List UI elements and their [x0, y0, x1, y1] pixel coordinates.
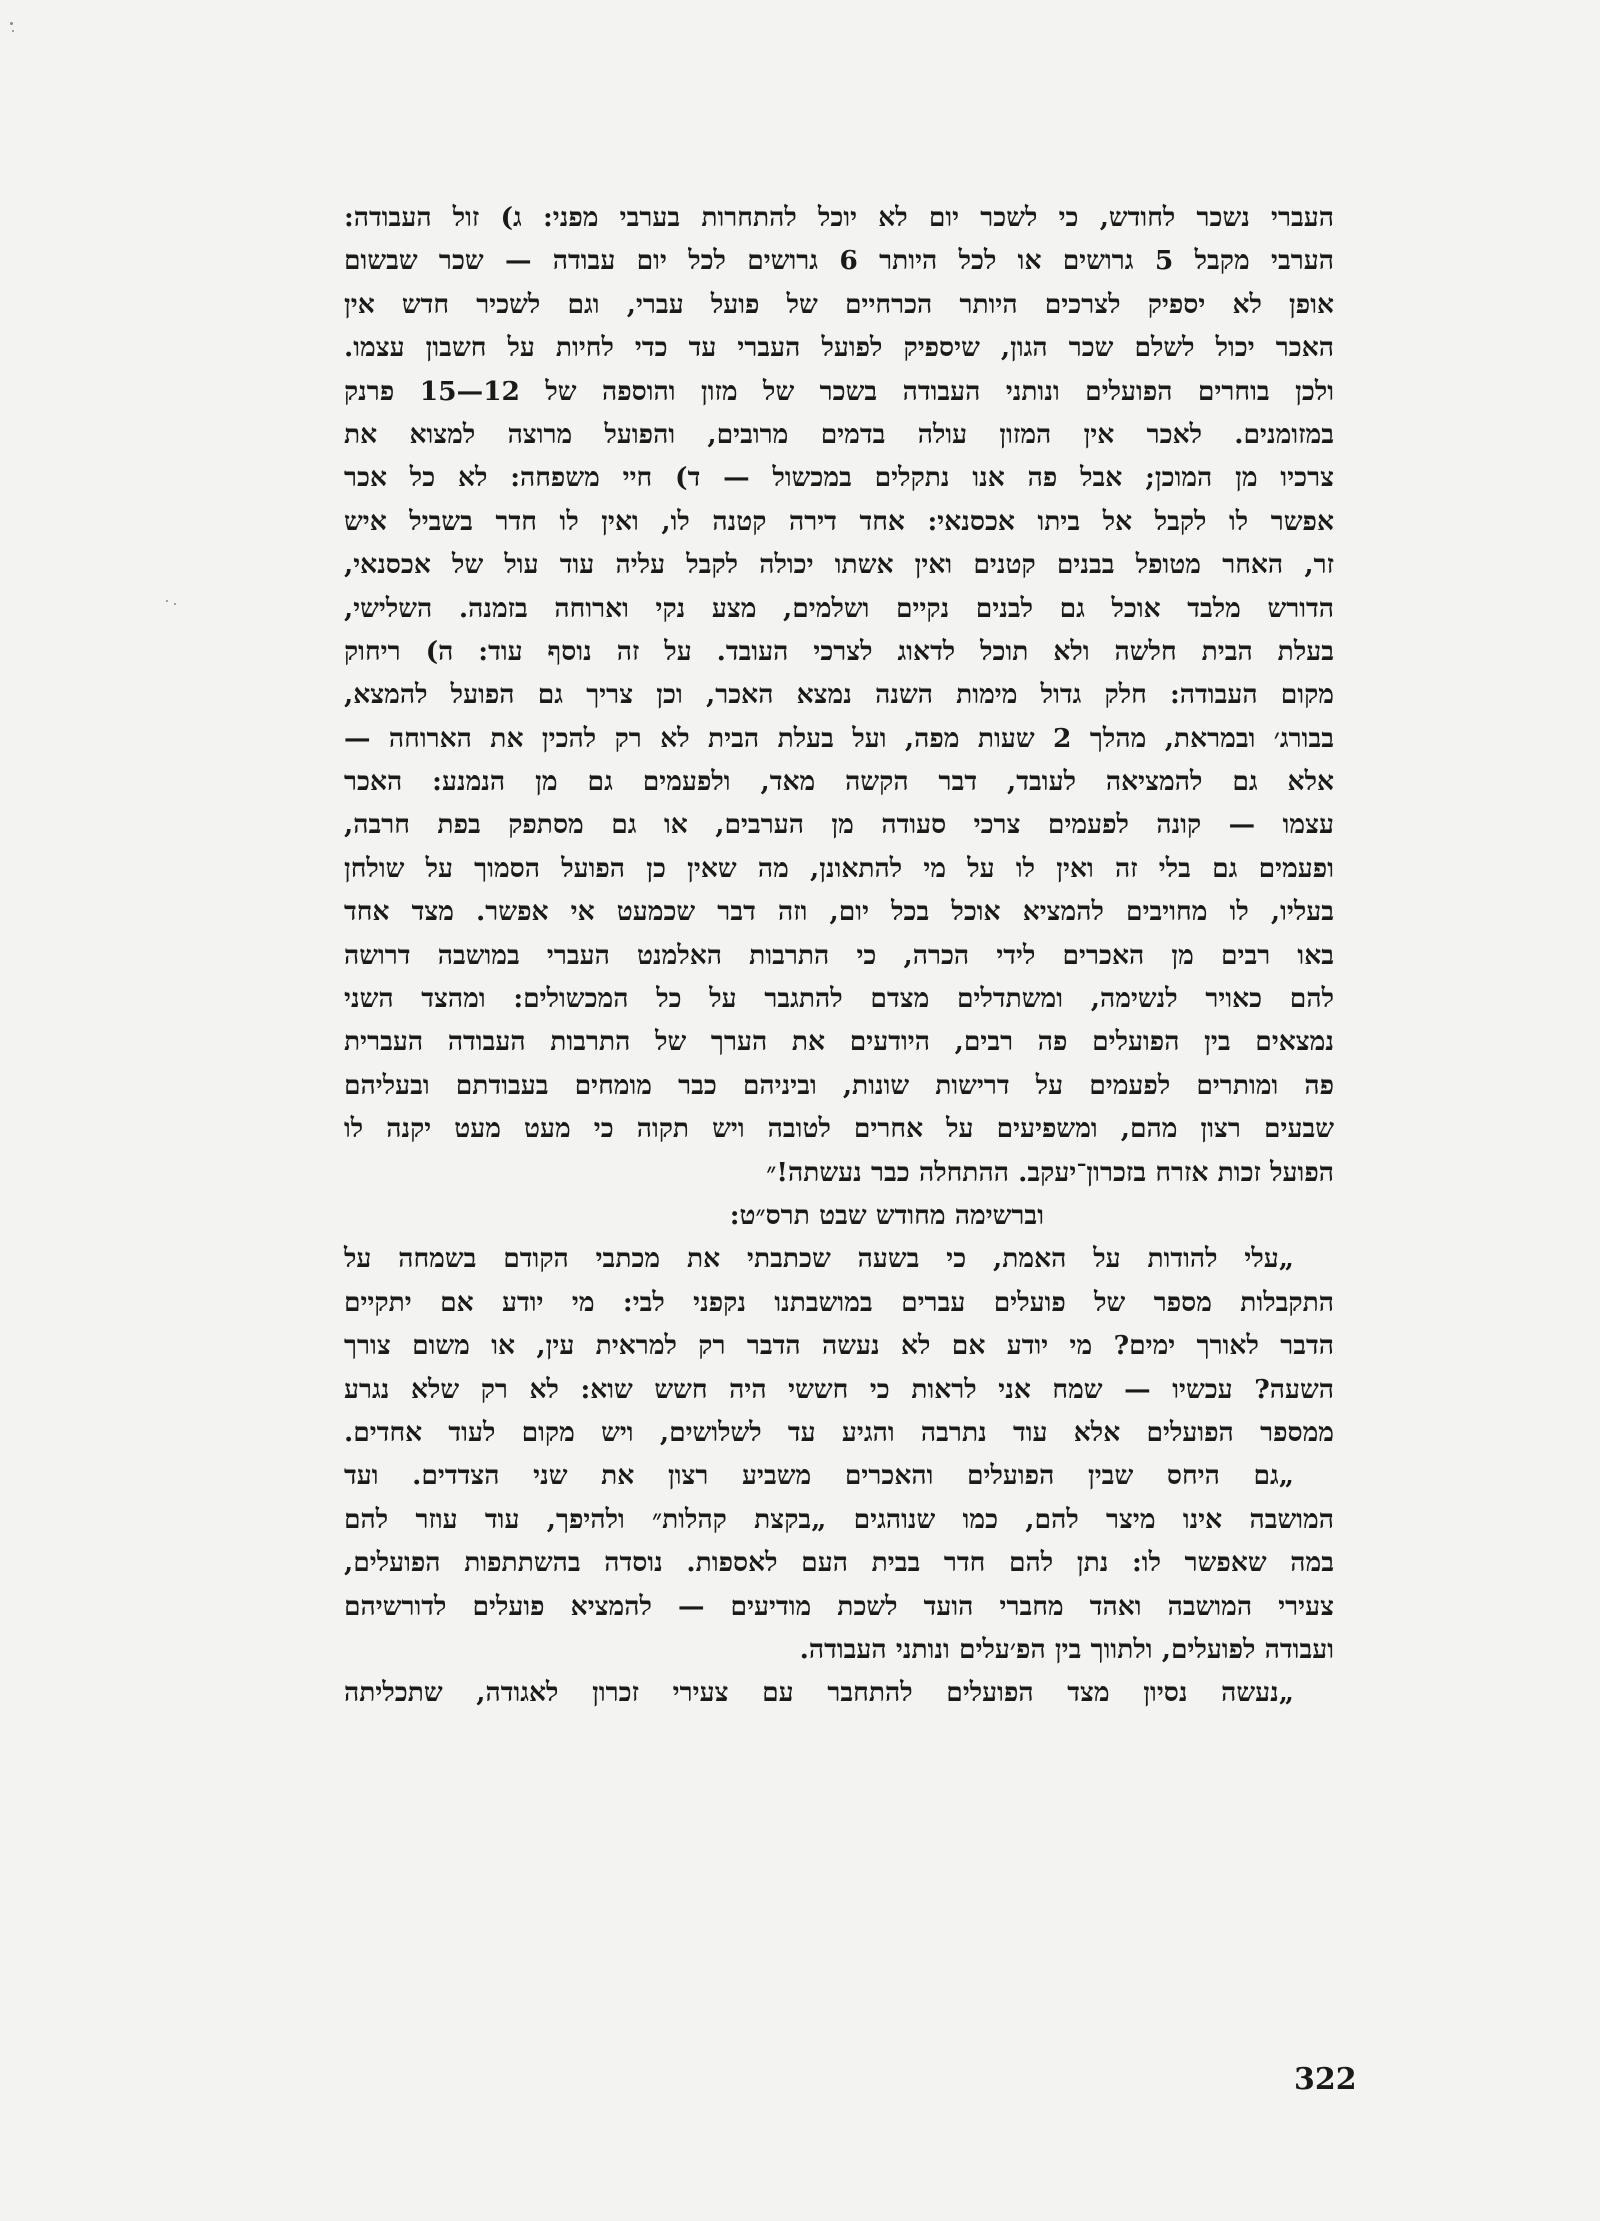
text-line: אופן לא יספיק לצרכים היותר הכרחיים של פועל עברי, וגם לשכיר חדש אין — [344, 288, 1334, 320]
body-text — [344, 196, 1334, 1715]
text-line: בעליו, לו מחויבים להמציא אוכל בכל יום, וזה דבר שכמעט אי אפשר. מצד אחד — [344, 896, 1334, 928]
text-line: מקום העבודה: חלק גדול מימות השנה נמצא האכר, וכן צריך גם הפועל להמצא, — [344, 679, 1334, 711]
text-line: בבורג׳ ובמראת, מהלך 2 שעות מפה, ועל בעלת הבית לא רק להכין את הארוחה — — [344, 722, 1334, 754]
text-line: באו רבים מן האכרים לידי הכרה, כי התרבות האלמנט העברי במושבה דרושה — [344, 939, 1334, 971]
text-line: עצמו — קונה לפעמים צרכי סעודה מן הערבים, או גם מסתפק בפת חרבה, — [344, 809, 1334, 841]
text-line: במה שאפשר לו: נתן להם חדר בבית העם לאספות. נוסדה בהשתתפות הפועלים, — [344, 1547, 1334, 1579]
text-line: השעה? עכשיו — שמח אני לראות כי חששי היה חשש שוא: לא רק שלא נגרע — [344, 1373, 1334, 1405]
text-line: אפשר לו לקבל אל ביתו אכסנאי: אחד דירה קטנה לו, ואין לו חדר בשביל איש — [344, 505, 1334, 537]
text-line: „נעשה נסיון מצד הפועלים להתחבר עם צעירי זכרון לאגודה, שתכליתה — [344, 1677, 1294, 1709]
text-line: הדורש מלבד אוכל גם לבנים נקיים ושלמים, מצע נקי וארוחה בזמנה. השלישי, — [344, 592, 1334, 624]
text-line: ופעמים גם בלי זה ואין לו על מי להתאונן, מה שאין כן הפועל הסמוך על שולחן — [344, 852, 1334, 884]
text-line: התקבלות מספר של פועלים עברים במושבתנו נקפני לבי: מי יודע אם יתקיים — [344, 1286, 1334, 1318]
text-line: צרכיו מן המוכן; אבל פה אנו נתקלים במכשול — ד) חיי משפחה: לא כל אכר — [344, 462, 1334, 494]
text-line: המושבה אינו מיצר להם, כמו שנוהגים „בקצת קהלות״ ולהיפך, עוד עוזר להם — [344, 1503, 1334, 1535]
text-line: במזומנים. לאכר אין המזון עולה בדמים מרובים, והפועל מרוצה למצוא את — [344, 418, 1334, 450]
scan-speck — [174, 603, 176, 605]
scan-speck — [12, 30, 14, 32]
text-line: פה ומותרים לפעמים על דרישות שונות, וביניהם כבר מומחים בעבודתם ובעליהם — [344, 1069, 1334, 1101]
text-line: הפועל זכות אזרח בזכרון־יעקב. ההתחלה כבר נעשתה!״ — [766, 1156, 1334, 1188]
text-line: הדבר לאורך ימים? מי יודע אם לא נעשה הדבר רק למראית עין, או משום צורך — [344, 1330, 1334, 1362]
text-line: ולכן בוחרים הפועלים ונותני העבודה בשכר של מזון והוספה של 12—15 פרנק — [344, 375, 1334, 407]
text-line: להם כאויר לנשימה, ומשתדלים מצדם להתגבר על כל המכשולים: ומהצד השני — [344, 983, 1334, 1015]
text-line: ועבודה לפועלים, ולתווך בין הפ׳עלים ונותני העבודה. — [799, 1633, 1334, 1665]
page-number: 322 — [1294, 2062, 1357, 2097]
text-line: נמצאים בין הפועלים פה רבים, היודעים את הערך של התרבות העבודה העברית — [344, 1026, 1334, 1058]
scan-speck — [166, 600, 168, 602]
text-line: צעירי המושבה ואהד מחברי הועד לשכת מודיעים — להמציא פועלים לדורשיהם — [344, 1590, 1334, 1622]
text-line: „עלי להודות על האמת, כי בשעה שכתבתי את מכתבי הקודם בשמחה על — [344, 1243, 1294, 1275]
text-line: העברי נשכר לחודש, כי לשכר יום לא יוכל להתחרות בערבי מפני: ג) זול העבודה: — [344, 202, 1334, 233]
text-line: זר, האחר מטופל בבנים קטנים ואין אשתו יכולה לקבל עליה עוד עול של אכסנאי, — [344, 549, 1334, 581]
text-line: שבעים רצון מהם, ומשפיעים על אחרים לטובה ויש תקוה כי מעט מעט יקנה לו — [344, 1113, 1334, 1145]
text-line: הערבי מקבל 5 גרושים או לכל היותר 6 גרושים לכל יום עבודה — שכר שבשום — [344, 245, 1334, 277]
text-line: האכר יכול לשלם שכר הגון, שיספיק לפועל העברי עד כדי לחיות על חשבון עצמו. — [344, 332, 1334, 364]
text-line: „גם היחס שבין הפועלים והאכרים משביע רצון את שני הצדדים. ועד — [344, 1460, 1294, 1492]
text-line: וברשימה מחודש שבט תרס״ט: — [729, 1199, 1044, 1231]
text-line: בעלת הבית חלשה ולא תוכל לדאוג לצרכי העובד. על זה נוסף עוד: ה) ריחוק — [344, 635, 1334, 667]
scan-speck — [10, 22, 13, 25]
text-line: אלא גם להמציאה לעובד, דבר הקשה מאד, ולפעמים גם מן הנמנע: האכר — [344, 766, 1334, 798]
text-line: ממספר הפועלים אלא עוד נתרבה והגיע עד לשלושים, ויש מקום לעוד אחדים. — [344, 1416, 1334, 1448]
